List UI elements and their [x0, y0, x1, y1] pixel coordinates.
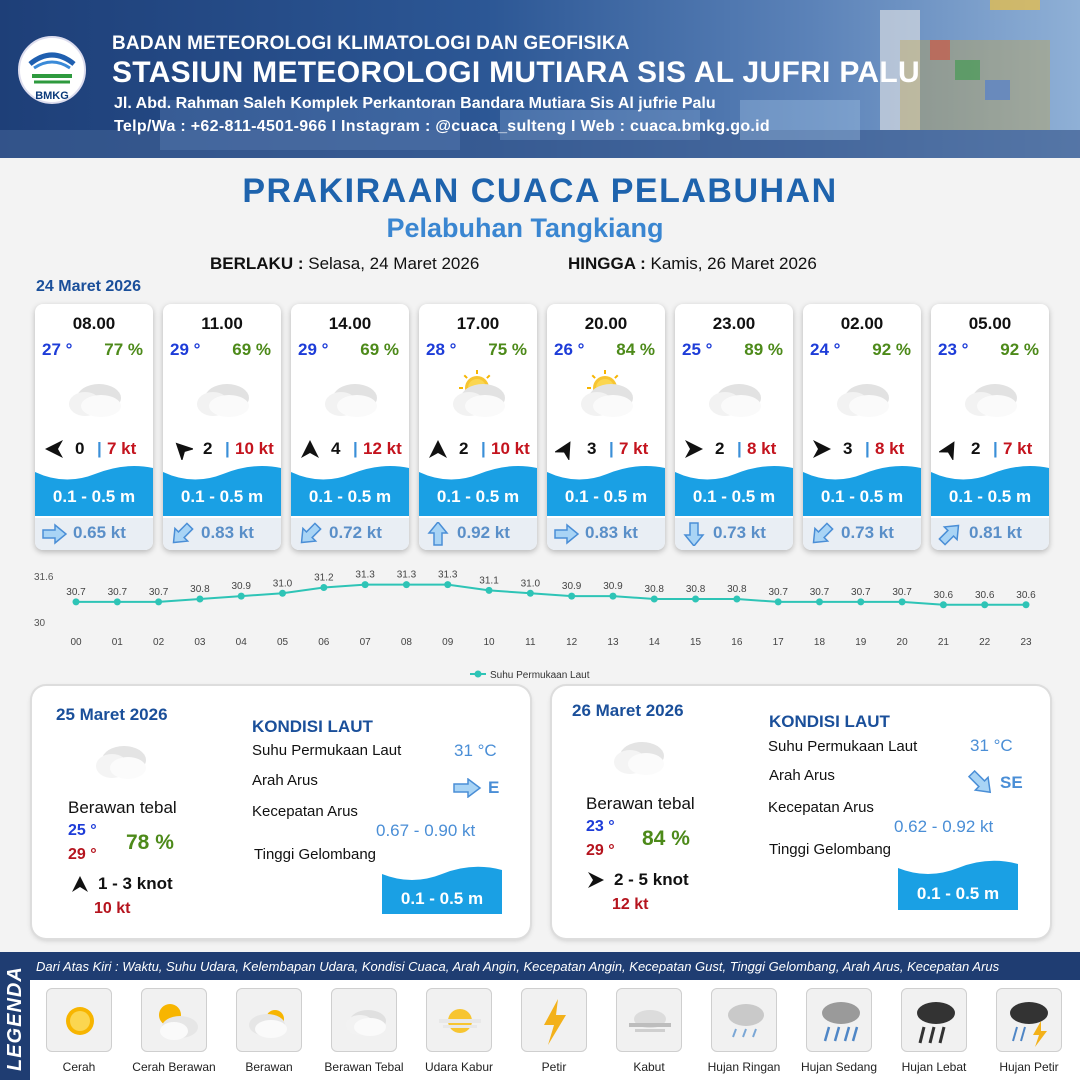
legend-item — [707, 988, 781, 1074]
x-tick-label: 03 — [194, 637, 206, 648]
card-current-speed: 0.65 kt — [73, 523, 126, 542]
wind-arrow-icon — [43, 438, 65, 460]
day2-current-dir: E — [488, 778, 500, 797]
card-gust: 10 kt — [235, 439, 274, 458]
data-point — [733, 596, 740, 603]
data-point — [527, 590, 534, 597]
sun-cloud-icon — [571, 370, 641, 420]
card-time: 08.00 — [72, 314, 116, 333]
moderate-rain-icon — [811, 993, 869, 1049]
day2-current-dir-label: Arah Arus — [252, 772, 318, 789]
card-time: 20.00 — [584, 314, 628, 333]
day3-sst-label: Suhu Permukaan Laut — [768, 738, 918, 755]
legend-label: Cerah — [62, 1060, 96, 1074]
cloud-icon — [187, 370, 257, 420]
legend-panel — [0, 952, 1080, 1080]
current-arrow-icon — [553, 522, 579, 546]
data-point — [114, 598, 121, 605]
data-label: 31.3 — [355, 569, 375, 581]
card-wave-height: 0.1 - 0.5 m — [948, 487, 1032, 506]
y-tick-label: 30 — [34, 618, 46, 629]
x-tick-label: 17 — [772, 637, 784, 648]
wind-arrow-icon — [683, 438, 705, 460]
x-tick-label: 15 — [690, 637, 702, 648]
data-label: 30.9 — [561, 581, 582, 593]
card-temperature: 25 ° — [682, 340, 713, 359]
x-tick-label: 02 — [153, 637, 165, 648]
x-tick-label: 09 — [442, 637, 454, 648]
card-wind — [553, 438, 659, 462]
legend-label: Cerah Berawan — [132, 1060, 216, 1074]
card-current — [163, 518, 281, 550]
day1-date: 24 Maret 2026 — [36, 278, 141, 295]
x-tick-label: 11 — [525, 637, 536, 648]
data-point — [196, 596, 203, 603]
light-rain-icon — [716, 993, 774, 1049]
legend-item — [236, 988, 302, 1074]
legend-label: Berawan — [245, 1060, 293, 1074]
card-current-speed: 0.92 kt — [457, 523, 510, 542]
card-humidity: 77 % — [104, 340, 143, 359]
card-wave-height: 0.1 - 0.5 m — [308, 487, 392, 506]
page-subtitle: Pelabuhan Tangkiang — [386, 213, 664, 243]
forecast-card — [803, 304, 921, 550]
x-tick-label: 08 — [400, 637, 412, 648]
data-point — [899, 598, 906, 605]
legend-side-label: LEGENDA — [4, 966, 26, 1072]
current-arrow-icon — [809, 522, 835, 546]
legend-icon-box — [236, 988, 302, 1052]
page-title: PRAKIRAAN CUACA PELABUHAN — [242, 172, 838, 210]
day3-temp-max: 29 ° — [586, 842, 615, 859]
current-arrow-icon — [937, 522, 963, 546]
data-point — [1023, 601, 1030, 608]
day2-condition: Berawan tebal — [68, 798, 177, 817]
legend-icon-box — [616, 988, 682, 1052]
sun-icon — [51, 993, 109, 1049]
card-gust: 12 kt — [363, 439, 402, 458]
data-point — [238, 593, 245, 600]
separator: | — [865, 439, 870, 458]
card-wind — [425, 438, 531, 462]
current-arrow-icon — [41, 522, 67, 546]
forecast-card — [419, 304, 537, 550]
day2-current-speed: 0.67 - 0.90 kt — [376, 821, 476, 840]
data-label: 31.1 — [479, 575, 499, 587]
data-label: 30.7 — [768, 586, 788, 598]
x-tick-label: 13 — [607, 637, 619, 648]
cloud-icon — [336, 993, 394, 1049]
data-point — [362, 581, 369, 588]
legend-icon-box — [996, 988, 1062, 1052]
wind-arrow-icon — [70, 874, 90, 894]
card-gust: 8 kt — [875, 439, 905, 458]
header-banner — [0, 0, 1080, 158]
legend-item — [324, 988, 404, 1074]
card-temperature: 26 ° — [554, 340, 585, 359]
separator: | — [97, 439, 102, 458]
day2-sea-condition-title: KONDISI LAUT — [252, 717, 373, 736]
wind-arrow-icon — [299, 438, 321, 460]
card-humidity: 92 % — [1000, 340, 1039, 359]
card-current — [419, 518, 537, 550]
card-gust: 7 kt — [1003, 439, 1033, 458]
legend-item — [46, 988, 112, 1074]
x-tick-label: 23 — [1020, 637, 1032, 648]
card-current-speed: 0.73 kt — [713, 523, 766, 542]
card-current — [803, 518, 921, 550]
data-point — [403, 581, 410, 588]
cloud-icon — [315, 370, 385, 420]
x-tick-label: 01 — [111, 637, 123, 648]
card-wave-height: 0.1 - 0.5 m — [180, 487, 264, 506]
card-humidity: 89 % — [744, 340, 783, 359]
card-humidity: 69 % — [232, 340, 271, 359]
card-current — [547, 518, 665, 550]
legend-marker — [475, 671, 482, 678]
data-label: 30.6 — [974, 589, 995, 601]
wind-arrow-icon — [427, 438, 449, 460]
series-line — [76, 585, 1026, 605]
card-time: 05.00 — [968, 314, 1012, 333]
card-gust: 10 kt — [491, 439, 530, 458]
data-label: 30.6 — [933, 589, 954, 601]
legend-icon-box — [426, 988, 492, 1052]
day3-current-dir: SE — [1000, 773, 1023, 792]
card-humidity: 69 % — [360, 340, 399, 359]
validity-from-label: BERLAKU : — [210, 254, 304, 273]
card-wave-height: 0.1 - 0.5 m — [564, 487, 648, 506]
cloud-sun-icon — [241, 993, 299, 1049]
data-point — [775, 598, 782, 605]
day3-temp-min: 23 ° — [586, 818, 615, 835]
forecast-card — [163, 304, 281, 550]
validity-from-value: Selasa, 24 Maret 2026 — [308, 254, 480, 273]
current-arrow-icon — [297, 522, 323, 546]
legend-label: Hujan Petir — [999, 1060, 1059, 1074]
data-label: 30.7 — [148, 586, 169, 598]
legend-item — [901, 988, 967, 1074]
legend-label: Udara Kabur — [424, 1060, 494, 1074]
wind-arrow-icon — [811, 438, 833, 460]
card-temperature: 29 ° — [298, 340, 329, 359]
legend-icon-box — [46, 988, 112, 1052]
day2-summary — [32, 686, 530, 938]
day2-humidity: 78 % — [126, 831, 174, 854]
legend-icon-box — [711, 988, 777, 1052]
data-point — [609, 593, 616, 600]
data-label: 30.8 — [190, 584, 210, 595]
legend-label: Suhu Permukaan Laut — [490, 670, 590, 681]
legend-icon-box — [141, 988, 207, 1052]
legend-items — [30, 980, 1080, 1080]
card-wave-height: 0.1 - 0.5 m — [436, 487, 520, 506]
card-wind-speed: 3 — [587, 439, 597, 458]
card-time: 17.00 — [456, 314, 500, 333]
card-gust: 7 kt — [107, 439, 137, 458]
data-label: 30.8 — [644, 584, 664, 595]
x-tick-label: 04 — [235, 637, 247, 648]
day2-wave-label: Tinggi Gelombang — [254, 846, 377, 863]
day2-sst-value: 31 °C — [454, 741, 497, 760]
day3-gust: 12 kt — [612, 896, 649, 913]
cloud-icon — [59, 370, 129, 420]
current-arrow-icon — [681, 522, 707, 546]
card-current — [675, 518, 793, 550]
day3-current-speed: 0.62 - 0.92 kt — [894, 817, 994, 836]
x-tick-label: 18 — [813, 637, 826, 648]
data-label: 30.7 — [851, 586, 871, 598]
fog-icon — [621, 993, 679, 1049]
sun-cloud-icon — [146, 993, 204, 1049]
data-label: 31.2 — [314, 572, 334, 584]
legend-icon-box — [331, 988, 397, 1052]
day3-date: 26 Maret 2026 — [572, 701, 684, 720]
data-label: 31.3 — [438, 569, 458, 581]
data-label: 30.7 — [809, 586, 830, 598]
card-current-speed: 0.83 kt — [585, 523, 638, 542]
card-current-speed: 0.81 kt — [969, 523, 1022, 542]
card-time: 02.00 — [840, 314, 884, 333]
data-point — [857, 598, 864, 605]
data-point — [692, 596, 699, 603]
card-temperature: 29 ° — [170, 340, 201, 359]
card-wind-speed: 2 — [971, 439, 981, 458]
cloud-icon — [608, 734, 668, 780]
card-time: 11.00 — [201, 314, 243, 333]
station-name: STASIUN METEOROLOGI MUTIARA SIS AL JUFRI PALU — [112, 56, 920, 89]
data-point — [155, 598, 162, 605]
legend-item — [132, 988, 216, 1074]
cloud-icon — [955, 370, 1025, 420]
legend-item — [426, 988, 492, 1074]
legend-label: Kabut — [633, 1060, 665, 1074]
validity-to-value: Kamis, 26 Maret 2026 — [650, 254, 817, 273]
day2-date: 25 Maret 2026 — [56, 705, 168, 724]
data-label: 30.6 — [1016, 589, 1036, 601]
station-address: Jl. Abd. Rahman Saleh Komplek Perkantoran Bandara Mutiara Sis Al jufrie Palu — [114, 95, 716, 112]
x-tick-label: 07 — [359, 637, 371, 648]
heavy-rain-icon — [906, 993, 964, 1049]
day2-temp-max: 29 ° — [68, 846, 97, 863]
legend-item — [521, 988, 587, 1074]
day3-summary — [552, 686, 1050, 938]
card-humidity: 92 % — [872, 340, 911, 359]
validity-to-label: HINGGA : — [568, 254, 646, 273]
card-temperature: 28 ° — [426, 340, 457, 359]
wind-arrow-icon — [555, 438, 577, 460]
forecast-card — [35, 304, 153, 550]
day3-sst-value: 31 °C — [970, 736, 1013, 755]
day3-humidity: 84 % — [642, 827, 690, 850]
x-tick-label: 12 — [566, 637, 578, 648]
thunderstorm-icon — [1001, 993, 1059, 1049]
card-wave-height: 0.1 - 0.5 m — [52, 487, 136, 506]
legend-icon-box — [806, 988, 872, 1052]
lightning-icon — [526, 993, 584, 1049]
validity-from — [210, 254, 479, 274]
card-time: 14.00 — [328, 314, 372, 333]
card-temperature: 23 ° — [938, 340, 969, 359]
cloud-icon — [699, 370, 769, 420]
x-tick-label: 16 — [731, 637, 743, 648]
card-wind — [809, 438, 915, 462]
cloud-icon — [827, 370, 897, 420]
data-label: 30.7 — [892, 586, 912, 598]
legend-description: Dari Atas Kiri : Waktu, Suhu Udara, Kelembapan Udara, Kondisi Cuaca, Arah Angin, Kecepatan Angin, Kecepatan Gust, Tinggi Gelombang, Arah Arus, Kecepatan Arus — [36, 959, 1000, 974]
day2-gust: 10 kt — [94, 900, 131, 917]
card-wind-speed: 0 — [75, 439, 85, 458]
x-tick-label: 06 — [318, 637, 330, 648]
separator: | — [353, 439, 358, 458]
separator: | — [225, 439, 230, 458]
legend-icon-box — [901, 988, 967, 1052]
card-wind — [41, 438, 147, 462]
sea-surface-temp-chart — [30, 562, 1050, 682]
x-tick-label: 00 — [70, 637, 82, 648]
data-point — [73, 598, 80, 605]
day3-wind-speed: 2 - 5 knot — [614, 870, 689, 889]
sun-cloud-icon — [443, 370, 513, 420]
legend-label: Berawan Tebal — [324, 1060, 404, 1074]
data-label: 31.3 — [396, 569, 417, 581]
data-point — [568, 593, 575, 600]
card-temperature: 24 ° — [810, 340, 841, 359]
day2-temp-min: 25 ° — [68, 822, 97, 839]
forecast-card — [291, 304, 409, 550]
x-tick-label: 10 — [483, 637, 495, 648]
card-current-speed: 0.73 kt — [841, 523, 894, 542]
separator: | — [737, 439, 742, 458]
current-arrow-icon — [452, 778, 482, 798]
x-tick-label: 21 — [937, 637, 949, 648]
data-point — [486, 587, 493, 594]
current-arrow-icon — [966, 770, 996, 796]
day3-wave-label: Tinggi Gelombang — [769, 841, 892, 858]
data-point — [444, 581, 451, 588]
data-point — [320, 584, 327, 591]
data-label: 31.0 — [520, 578, 541, 590]
validity-to — [568, 254, 817, 274]
cloud-icon — [90, 738, 150, 784]
day2-wind-speed: 1 - 3 knot — [98, 874, 173, 893]
data-label: 30.9 — [231, 581, 251, 593]
card-current — [35, 518, 153, 550]
legend-item — [616, 988, 682, 1074]
card-wind-speed: 2 — [459, 439, 469, 458]
card-current — [291, 518, 409, 550]
day3-current-dir-label: Arah Arus — [769, 767, 835, 784]
card-wind-speed: 2 — [203, 439, 213, 458]
y-tick-label: 31.6 — [34, 572, 54, 583]
forecast-card — [675, 304, 793, 550]
logo-text: BMKG — [35, 90, 69, 102]
data-point — [816, 598, 823, 605]
current-arrow-icon — [425, 522, 451, 546]
legend-item — [800, 988, 878, 1074]
card-current-speed: 0.72 kt — [329, 523, 382, 542]
agency-name: BADAN METEOROLOGI KLIMATOLOGI DAN GEOFISIKA — [112, 33, 630, 54]
data-label: 31.0 — [272, 578, 293, 590]
card-humidity: 75 % — [488, 340, 527, 359]
forecast-card — [547, 304, 665, 550]
card-gust: 7 kt — [619, 439, 649, 458]
legend-label: Petir — [541, 1060, 567, 1074]
separator: | — [609, 439, 614, 458]
data-point — [981, 601, 988, 608]
data-point — [940, 601, 947, 608]
legend-icon-box — [521, 988, 587, 1052]
forecast-card — [931, 304, 1049, 550]
card-time: 23.00 — [712, 314, 756, 333]
legend-label: Hujan Lebat — [901, 1060, 967, 1074]
station-contact: Telp/Wa : +62-811-4501-966 I Instagram : @cuaca_sulteng I Web : cuaca.bmkg.go.id — [114, 118, 770, 135]
day3-sea-condition-title: KONDISI LAUT — [769, 712, 890, 731]
card-gust: 8 kt — [747, 439, 777, 458]
current-arrow-icon — [169, 522, 195, 546]
legend-item — [996, 988, 1062, 1074]
x-tick-label: 19 — [855, 637, 867, 648]
haze-icon — [431, 993, 489, 1049]
data-label: 30.7 — [107, 586, 128, 598]
x-tick-label: 20 — [896, 637, 908, 648]
card-wind — [937, 438, 1043, 462]
card-wave-height: 0.1 - 0.5 m — [692, 487, 776, 506]
day2-wave-height: 0.1 - 0.5 m — [400, 889, 484, 908]
card-wind-speed: 3 — [843, 439, 853, 458]
legend-label: Hujan Sedang — [800, 1060, 878, 1074]
separator: | — [993, 439, 998, 458]
day3-condition: Berawan tebal — [586, 794, 695, 813]
day3-current-speed-label: Kecepatan Arus — [768, 799, 874, 816]
day2-sst-label: Suhu Permukaan Laut — [252, 742, 402, 759]
data-point — [651, 596, 658, 603]
card-wind — [297, 438, 403, 462]
card-wind-speed: 4 — [331, 439, 341, 458]
day3-wave-height: 0.1 - 0.5 m — [916, 884, 1000, 903]
data-label: 30.9 — [603, 581, 623, 593]
card-wind-speed: 2 — [715, 439, 725, 458]
card-wind — [681, 438, 787, 462]
data-label: 30.7 — [66, 586, 86, 598]
wind-arrow-icon — [171, 438, 193, 460]
card-wave-height: 0.1 - 0.5 m — [820, 487, 904, 506]
card-current-speed: 0.83 kt — [201, 523, 254, 542]
separator: | — [481, 439, 486, 458]
data-label: 30.8 — [727, 584, 747, 595]
x-tick-label: 14 — [648, 637, 660, 648]
data-label: 30.8 — [685, 584, 706, 595]
x-tick-label: 05 — [276, 637, 289, 648]
card-temperature: 27 ° — [42, 340, 73, 359]
wind-arrow-icon — [586, 870, 606, 890]
day2-current-speed-label: Kecepatan Arus — [252, 803, 358, 820]
card-wind — [169, 438, 275, 462]
card-current — [931, 518, 1049, 550]
data-point — [279, 590, 286, 597]
card-humidity: 84 % — [616, 340, 655, 359]
x-tick-label: 22 — [979, 637, 991, 648]
legend-label: Hujan Ringan — [707, 1060, 781, 1074]
wind-arrow-icon — [939, 438, 961, 460]
